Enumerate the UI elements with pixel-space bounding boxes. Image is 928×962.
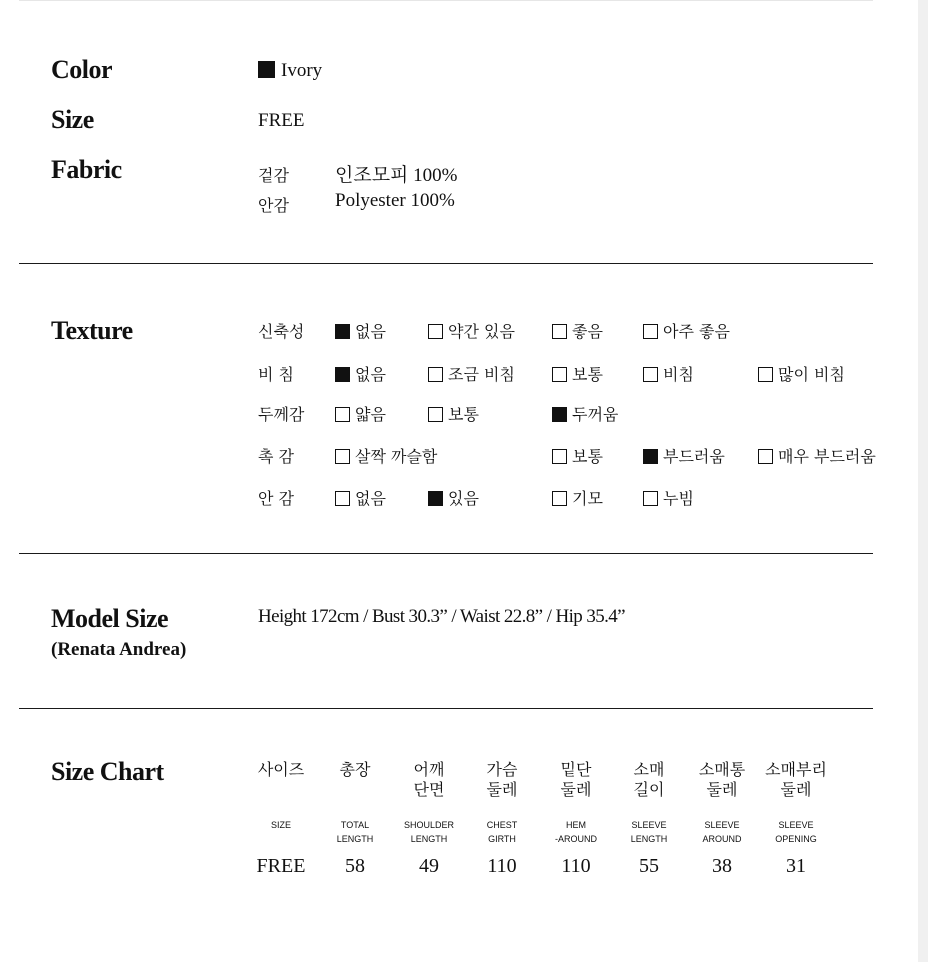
column-value: 55 [639,855,659,877]
checkbox-unchecked [552,449,567,464]
column-header-kr: 총장 [339,760,371,779]
texture-row-label: 비 침 [258,365,294,384]
size-value: FREE [258,110,305,131]
size-chart-label: Size Chart [51,757,164,786]
texture-row-label: 두께감 [258,405,305,424]
texture-option[interactable]: 부드러움 [643,444,725,467]
column-header-en: SLEEVE LENGTH [630,820,668,844]
column-value: FREE [256,855,306,877]
divider [19,553,873,554]
checkbox-unchecked [643,491,658,506]
column-value: 49 [419,855,439,877]
column-header-en: SLEEVE AROUND [702,820,742,844]
model-measurements: Height 172cm / Bust 30.3” / Waist 22.8” / Hip 35.4” [258,606,626,627]
texture-row-label: 촉 감 [258,447,294,466]
column-value: 110 [561,855,591,877]
model-name: (Renata Andrea) [51,639,187,660]
texture-option[interactable]: 약간 있음 [428,319,515,342]
texture-option[interactable]: 아주 좋음 [643,319,730,342]
checkbox-unchecked [428,367,443,382]
texture-row-label: 신축성 [258,322,305,341]
checkbox-checked [643,449,658,464]
checkbox-unchecked [758,367,773,382]
column-value: 38 [712,855,732,877]
checkbox-unchecked [643,324,658,339]
texture-option[interactable]: 보통 [552,362,603,385]
fabric-value-lining: Polyester 100% [335,190,455,211]
fabric-label: Fabric [51,155,122,184]
color-text: Ivory [281,60,323,81]
texture-option[interactable]: 없음 [335,486,386,509]
texture-option[interactable]: 두꺼움 [552,402,618,425]
checkbox-unchecked [428,324,443,339]
checkbox-unchecked [758,449,773,464]
divider [19,708,873,709]
column-header-kr: 소매 길이 [633,760,665,799]
column-header-kr: 사이즈 [257,760,305,779]
sleeve-opening-column [751,760,841,878]
texture-option[interactable]: 얇음 [335,402,386,425]
model-size-label: Model Size [51,604,169,633]
checkbox-unchecked [428,407,443,422]
column-header-kr: 소매부리 둘레 [765,760,827,799]
top-divider [19,0,873,1]
texture-option[interactable]: 살짝 까슬함 [335,444,437,467]
checkbox-checked [335,367,350,382]
column-header-en: SIZE [270,820,291,830]
column-header-en: HEM -AROUND [555,820,597,844]
column-header-en: SHOULDER LENGTH [403,820,454,844]
column-header-kr: 어깨 단면 [413,760,445,799]
column-header-en: SLEEVE OPENING [775,820,817,844]
scrollbar[interactable] [918,0,928,962]
column-header-kr: 가슴 둘레 [486,760,518,799]
column-value: 110 [487,855,517,877]
texture-option[interactable]: 비침 [643,362,694,385]
checkbox-unchecked [335,449,350,464]
texture-option[interactable]: 기모 [552,486,603,509]
texture-option[interactable]: 보통 [428,402,479,425]
checkbox-unchecked [552,367,567,382]
texture-option[interactable]: 많이 비침 [758,362,845,385]
texture-option[interactable]: 누빔 [643,486,694,509]
color-swatch [258,61,275,78]
column-header-en: CHEST GIRTH [486,820,518,844]
checkbox-unchecked [335,491,350,506]
texture-label: Texture [51,316,133,345]
texture-option[interactable]: 좋음 [552,319,603,342]
column-header-kr: 밑단 둘레 [560,760,592,799]
texture-option[interactable]: 없음 [335,319,386,342]
checkbox-checked [428,491,443,506]
color-label: Color [51,55,113,84]
column-value: 58 [345,855,365,877]
checkbox-checked [552,407,567,422]
fabric-value-outer: 인조모피 100% [335,165,458,186]
column-header-kr: 소매통 둘레 [698,760,746,799]
checkbox-unchecked [552,491,567,506]
column-header-en: TOTAL LENGTH [336,820,374,844]
column-value: 31 [786,855,806,877]
fabric-part-lining: 안감 [258,196,289,215]
color-value [258,60,322,82]
texture-row-label: 안 감 [258,489,294,508]
fabric-part-outer: 겉감 [258,166,289,185]
texture-option[interactable]: 매우 부드러움 [758,444,876,467]
texture-option[interactable]: 있음 [428,486,479,509]
checkbox-unchecked [335,407,350,422]
texture-option[interactable]: 조금 비침 [428,362,515,385]
texture-option[interactable]: 없음 [335,362,386,385]
checkbox-unchecked [552,324,567,339]
divider [19,263,873,264]
size-label: Size [51,105,94,134]
texture-option[interactable]: 보통 [552,444,603,467]
checkbox-unchecked [643,367,658,382]
checkbox-checked [335,324,350,339]
